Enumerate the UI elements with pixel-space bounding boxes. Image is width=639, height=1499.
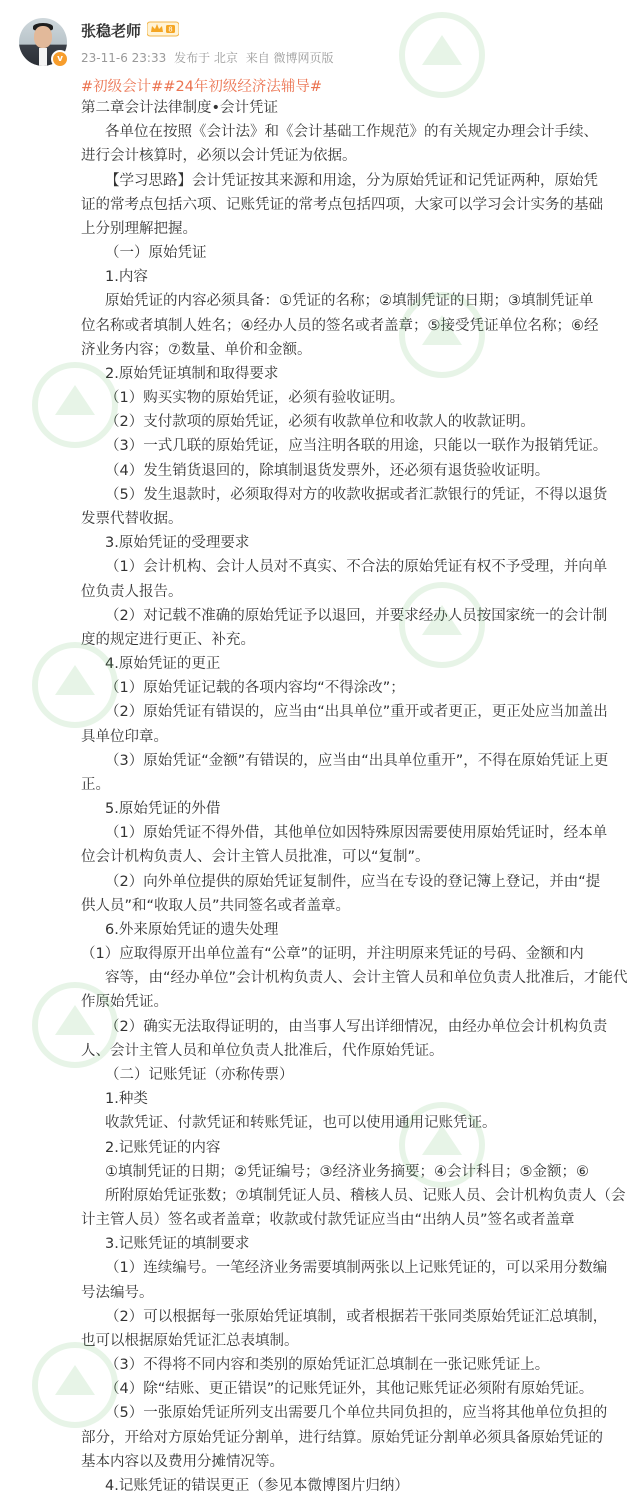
crown-vip-icon[interactable]: [147, 21, 179, 37]
post-text-line: 位名称或者填制人姓名；④经办人员的签名或者盖章；⑤接受凭证单位名称；⑥经: [81, 318, 599, 334]
post-source: 来自 微博网页版: [245, 51, 334, 65]
post-text-line: （5）发生退款时，必须取得对方的收款收据或者汇款银行的凭证，不得以退货: [105, 487, 608, 503]
post-text-line: 3.记账凭证的填制要求: [105, 1236, 250, 1252]
post-text-line: （2）支付款项的原始凭证，必须有收款单位和收款人的收款证明。: [105, 414, 535, 430]
post-text-line: 1.种类: [105, 1091, 148, 1107]
post-text-line: 原始凭证的内容必须具备：①凭证的名称；②填制凭证的日期；③填制凭证单: [105, 293, 594, 309]
post-text-line: （1）购买实物的原始凭证，必须有验收证明。: [105, 390, 405, 406]
post-text-line: ①填制凭证的日期；②凭证编号；③经济业务摘要；④会计科目；⑤金额；⑥: [105, 1164, 589, 1180]
post-text-line: 号法编号。: [81, 1285, 154, 1301]
post-text-line: （1）连续编号。一笔经济业务需要填制两张以上记账凭证的，可以采用分数编: [105, 1260, 608, 1276]
post-text-line: 也可以根据原始凭证汇总表填制。: [81, 1333, 299, 1349]
post-text-line: 所附原始凭证张数；⑦填制凭证人员、稽核人员、记账人员、会计机构负责人（会: [105, 1188, 626, 1204]
post-text-line: 收款凭证、付款凭证和转账凭证，也可以使用通用记账凭证。: [105, 1115, 497, 1131]
post-text-line: 3.原始凭证的受理要求: [105, 535, 250, 551]
post-text-line: （3）不得将不同内容和类别的原始凭证汇总填制在一张记账凭证上。: [105, 1357, 550, 1373]
post-text-line: （一）原始凭证: [105, 245, 207, 261]
post-text-line: （3）一式几联的原始凭证，应当注明各联的用途，只能以一联作为报销凭证。: [105, 438, 608, 454]
post-text-line: （1）会计机构、会计人员对不真实、不合法的原始凭证有权不予受理，并向单: [105, 559, 608, 575]
post-text-line: 济业务内容；⑦数量、单价和金额。: [81, 342, 312, 358]
post-text-line: （4）发生销货退回的，除填制退货发票外，还必须有退货验收证明。: [105, 463, 550, 479]
post-text-line: （3）原始凭证“金额”有错误的，应当由“出具单位重开”，不得在原始凭证上更: [105, 753, 609, 769]
post-text-line: 5.原始凭证的外借: [105, 801, 221, 817]
post-timestamp[interactable]: 23-11-6 23:33: [81, 51, 167, 65]
post-text-line: 供人员”和“收取人员”共同签名或者盖章。: [81, 898, 351, 914]
post-text-line: 证的常考点包括六项、记账凭证的常考点包括四项，大家可以学习会计实务的基础: [81, 197, 603, 213]
post-text-line: （二）记账凭证（亦称传票）: [105, 1067, 294, 1083]
post-text-line: （1）原始凭证记载的各项内容均“不得涂改”；: [105, 680, 405, 696]
post-text-line: （2）可以根据每一张原始凭证填制，或者根据若干张同类原始凭证汇总填制，: [105, 1309, 608, 1325]
avatar[interactable]: [19, 18, 67, 66]
post-text-line: 人、会计主管人员和单位负责人批准后，代作原始凭证。: [81, 1043, 444, 1059]
post-text-line: 【学习思路】会计凭证按其来源和用途，分为原始凭证和记凭证两种，原始凭: [105, 173, 598, 189]
post-text-line: 位负责人报告。: [81, 584, 183, 600]
hashtags[interactable]: #初级会计##24年初级经济法辅导#: [81, 79, 323, 95]
post-text-line: 6.外来原始凭证的遗失处理: [105, 922, 279, 938]
post-text-line: 各单位在按照《会计法》和《会计基础工作规范》的有关规定办理会计手续、: [105, 124, 598, 140]
post-text-line: 具单位印章。: [81, 729, 168, 745]
post-text-line: 基本内容以及费用分摊情况等。: [81, 1454, 284, 1470]
post-text-line: 2.记账凭证的内容: [105, 1140, 221, 1156]
post-text-line: 正。: [81, 777, 110, 793]
post-text-line: 上分别理解把握。: [81, 221, 197, 237]
author-name[interactable]: 张稳老师: [81, 22, 142, 40]
post-text-line: 发票代替收据。: [81, 511, 183, 527]
post-location: 发布于 北京: [174, 51, 238, 65]
post-text-line: 进行会计核算时，必须以会计凭证为依据。: [81, 148, 357, 164]
post-text-line: 度的规定进行更正、补充。: [81, 632, 255, 648]
post-text-line: 位会计机构负责人、会计主管人员批准，可以“复制”。: [81, 849, 430, 865]
post-text-line: 计主管人员）签名或者盖章；收款或付款凭证应当由“出纳人员”签名或者盖章: [81, 1212, 575, 1228]
svg-text:8: 8: [168, 25, 173, 34]
verified-badge-icon: v: [51, 50, 69, 68]
post-text-line: （2）原始凭证有错误的，应当由“出具单位”重开或者更正，更正处应当加盖出: [105, 704, 608, 720]
post-text-line: （4）除“结账、更正错误”的记账凭证外，其他记账凭证必须附有原始凭证。: [105, 1381, 594, 1397]
post-text-line: 容等，由“经办单位”会计机构负责人、会计主管人员和单位负责人批准后，才能代: [105, 970, 628, 986]
post-text-line: （2）向外单位提供的原始凭证复制件，应当在专设的登记簿上登记，并由“提: [105, 874, 601, 890]
post-text-line: 4.原始凭证的更正: [105, 656, 221, 672]
post-text-line: 作原始凭证。: [81, 994, 168, 1010]
post-text-line: 4.记账凭证的错误更正（参见本微博图片归纳）: [105, 1478, 409, 1494]
post-text-line: 2.原始凭证填制和取得要求: [105, 366, 279, 382]
post-text-line: （5）一张原始凭证所列支出需要几个单位共同负担的，应当将其他单位负担的: [105, 1405, 608, 1421]
post-meta: [81, 49, 338, 66]
post-text-line: （2）对记载不准确的原始凭证予以退回，并要求经办人员按国家统一的会计制: [105, 608, 608, 624]
post-text-line: （1）应取得原开出单位盖有“公章”的证明，并注明原来凭证的号码、金额和内: [81, 946, 584, 962]
post-text-line: 第二章会计法律制度•会计凭证: [81, 100, 279, 116]
post-text-line: （2）确实无法取得证明的，由当事人写出详细情况，由经办单位会计机构负责: [105, 1019, 608, 1035]
post-header: [0, 0, 639, 72]
post-text-line: 1.内容: [105, 269, 148, 285]
post-text-line: （1）原始凭证不得外借，其他单位如因特殊原因需要使用原始凭证时，经本单: [105, 825, 608, 841]
post-text-line: 部分，开给对方原始凭证分割单，进行结算。原始凭证分割单必须具备原始凭证的: [81, 1430, 603, 1446]
